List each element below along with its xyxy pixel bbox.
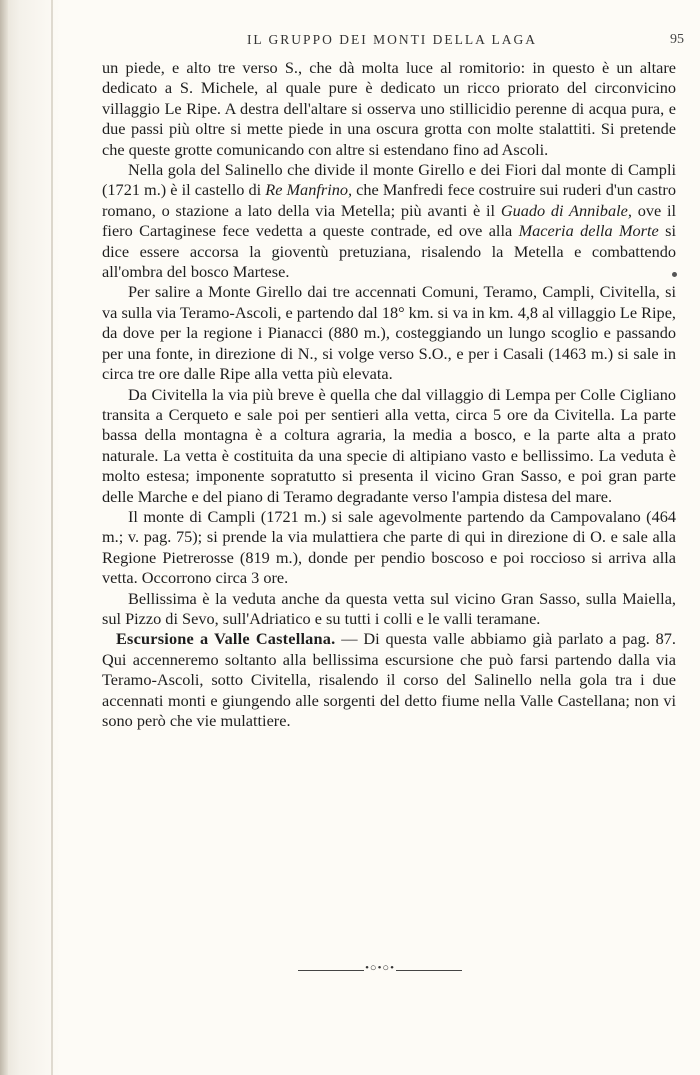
divider-line-left: [298, 970, 364, 971]
paragraph-veduta: Bellissima è la veduta anche da questa vetta sul vicino Gran Sasso, sulla Maiella, sul Pizzo di Sevo, sull'Adriatico e su tutti i colli e le valli teramane.: [102, 588, 676, 628]
page-gutter-shadow: [0, 0, 8, 1075]
paragraph-valle-castellana: [102, 629, 676, 731]
paragraph-salinello-text-2: che Manfredi fece costruire sui ruderi d'un castro romano, o stazione a lato della via Metella; più avanti è il: [102, 180, 676, 220]
page-number: 95: [670, 32, 684, 47]
end-ornament-divider: [298, 962, 462, 976]
divider-ornament: •○•○•: [365, 962, 395, 974]
paragraph-salinello-text-4: si dice essere accorsa la gioventù pretuziana, risalendo la Metella e combattendo all'ombra del bosco Martese.: [102, 221, 677, 282]
running-title: IL GRUPPO DEI MONTI DELLA LAGA: [246, 32, 538, 47]
paragraph-romitorio: un piede, e alto tre verso S., che dà molta luce al romitorio: in questo è un altare dedicato a S. Michele, al quale pure è dedicato un ricco priorato del circonvicino villaggio Le Ripe. A destra dell'altare si osserva uno stillicidio perenne di acqua pura, e due passi più oltre si mette piede in una oscura grotta con molte stalattiti. Si pretende che queste grotte comunicando con altre si estendano fino ad Ascoli.: [102, 58, 676, 159]
paragraph-valle-castellana-text: — Di questa valle abbiamo già parlato a pag. 87. Qui accenneremo soltanto alla bellissima escursione che può farsi partendo dalla via Teramo-Ascoli, sotto Civitella, risalendo il corso del Salinello nella gola tra i due accennati monti e giungendo alle sorgenti del detto fiume nella Valle Castellana; non vi sono però che vie mulattiere.: [102, 629, 676, 730]
paragraph-monte-girello: Per salire a Monte Girello dai tre accennati Comuni, Teramo, Campli, Civitella, si va sulla via Teramo-Ascoli, e partendo dal 18° km. si va in km. 4,8 al villaggio Le Ripe, da dove per la regione i Pianacci (880 m.), costeggiando un lungo scoglio e passando per una fonte, in direzione di N., si volge verso S.O., e per i Casali (1463 m.) si sale in circa tre ore dalle Ripe alla vetta più elevata.: [102, 282, 676, 384]
margin-dot: [672, 272, 677, 277]
paragraph-civitella: Da Civitella la via più breve è quella che dal villaggio di Lempa per Colle Cigliano transita a Cerqueto e sale poi per sentieri alla vetta, circa 5 ore da Civitella. La parte bassa della montagna è a coltura agraria, la media a bosco, e la parte alta a prato naturale. La vetta è costituita da una specie di altipiano vasto e bellissimo. La veduta è molto estesa; imponente sopratutto si presenta il vicino Gran Sasso, e poi gran parte delle Marche e del piano di Teramo degradante verso l'ampia distesa del mare.: [102, 384, 676, 506]
paragraph-monte-di-campli: Il monte di Campli (1721 m.) si sale agevolmente partendo da Campovalano (464 m.; v. pag. 75); si prende la via mulattiera che parte di qui in direzione di O. e sale alla Regione Pietrerosse (819 m.), donde per pendio boscoso e poi roccioso si arriva alla vetta. Occorrono circa 3 ore.: [102, 506, 676, 588]
section-title-valle-castellana: Escursione a Valle Castellana.: [116, 629, 336, 649]
paragraph-salinello-text-3: ove il fiero Cartaginese fece vedetta a queste contrade, ed ove alla: [102, 200, 677, 241]
page-header: [100, 32, 684, 54]
body-text: [102, 58, 676, 731]
place-maceria-della-morte: Maceria della Morte: [518, 221, 659, 241]
paragraph-salinello: [102, 160, 676, 282]
page-gutter-fold: [51, 0, 53, 1075]
paragraph-salinello-text-1: Nella gola del Salinello che divide il monte Girello e dei Fiori dal monte di Campli (1721 m.) è il castello di: [102, 160, 676, 200]
place-re-manfrino: Re Manfrino,: [265, 180, 353, 200]
divider-line-right: [396, 970, 462, 971]
place-guado-di-annibale: Guado di Annibale,: [500, 200, 632, 220]
